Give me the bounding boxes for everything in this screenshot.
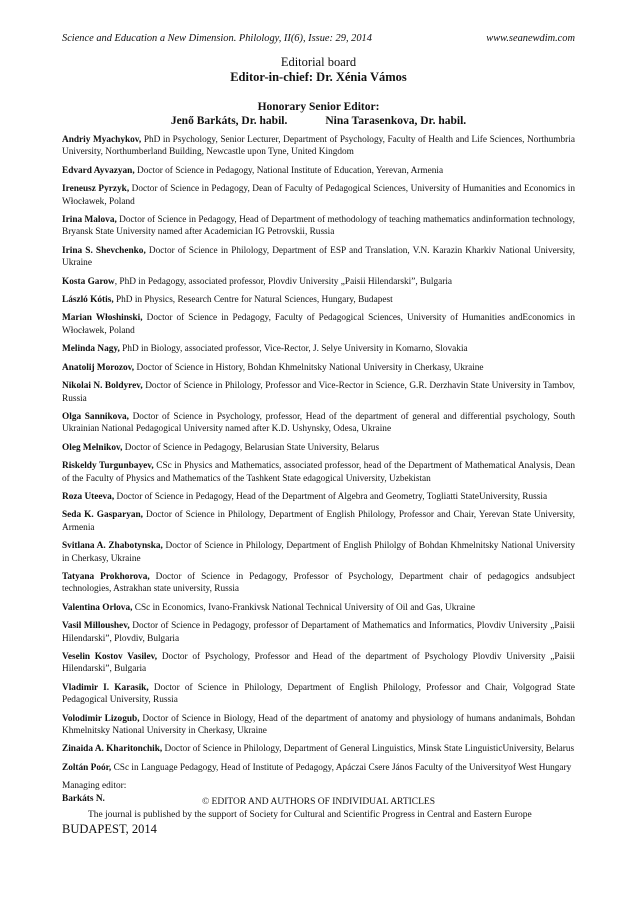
board-member-entry bbox=[62, 134, 575, 159]
member-name: Roza Uteeva, bbox=[62, 491, 115, 502]
managing-editor-name: Barkáts N. bbox=[62, 793, 105, 804]
member-description: Doctor of Science in Psychology, professor, Head of the department of general and differential psychology, South Ukrainian National Pedagogical University named after K.D. Ushynsky, Odesa, Ukraine bbox=[62, 411, 575, 435]
board-member-entry bbox=[62, 245, 575, 270]
member-name: Volodimir Lizogub, bbox=[62, 713, 140, 724]
board-member-entry bbox=[62, 682, 575, 707]
copyright-notice: © EDITOR AND AUTHORS OF INDIVIDUAL ARTICLES bbox=[201, 797, 436, 807]
board-member-entry bbox=[62, 411, 575, 436]
board-member-entry bbox=[62, 762, 575, 774]
member-name: Melinda Nagy, bbox=[62, 344, 120, 355]
member-name: Vasil Milloushev, bbox=[62, 621, 130, 632]
member-description: Doctor of Science in Pedagogy, Dean of Faculty of Pedagogical Sciences, University of Humanities and Economics in Włocławek, Poland bbox=[62, 184, 575, 207]
board-member-entry bbox=[62, 491, 575, 503]
honorary-editor-1: Jenő Barkáts, Dr. habil. bbox=[170, 115, 288, 127]
board-member-entry bbox=[62, 509, 575, 534]
honorary-editor-2: Nina Tarasenkova, Dr. habil. bbox=[325, 115, 467, 127]
board-member-entry bbox=[62, 276, 575, 288]
member-description: Doctor of Science in Pedagogy, professor of Departament of Mathematics and Informatics, Plovdiv University „Paisii Hilendarski”, Plovdiv, Bulgaria bbox=[62, 621, 575, 644]
member-description: PhD in Physics, Research Centre for Natural Sciences, Hungary, Budapest bbox=[113, 295, 393, 306]
board-member-entry bbox=[62, 214, 575, 239]
website-link[interactable]: www.seanewdim.com bbox=[486, 33, 575, 44]
member-description: Doctor of Science in Biology, Head of the department of anatomy and physiology of humans andanimals, Bohdan Khmelnitsky National University in Cherkasy, Ukraine bbox=[62, 713, 575, 737]
member-name: Zoltán Poór, bbox=[62, 762, 112, 773]
member-name: Oleg Melnikov, bbox=[62, 442, 123, 453]
member-name: Irina S. Shevchenko, bbox=[62, 245, 146, 256]
board-member-entry bbox=[62, 602, 575, 614]
member-description: Doctor of Science in Pedagogy, Professor of Psychology, Department chair of pedagogics andsubject technologies, Astrakhan state university, Russia bbox=[62, 571, 575, 595]
member-description: Doctor of Science in History, Bohdan Khmelnitsky National University in Cherkasy, Ukraine bbox=[134, 362, 484, 373]
member-name: Ireneusz Pyrzyk, bbox=[62, 184, 130, 195]
board-member-entry bbox=[62, 651, 575, 676]
honorary-editor-heading: Honorary Senior Editor: bbox=[257, 101, 380, 113]
member-name: Svitlana A. Zhabotynska, bbox=[62, 541, 163, 552]
member-name: Irina Malova, bbox=[62, 215, 117, 226]
member-name: Riskeldy Turgunbayev, bbox=[62, 461, 154, 472]
member-name: Seda K. Gasparyan, bbox=[62, 510, 143, 521]
member-description: CSc in Language Pedagogy, Head of Institute of Pedagogy, Apáczai Csere János Faculty of the Universityof West Hungary bbox=[111, 762, 572, 773]
member-description: Doctor of Science in Philology, Department of ESP and Translation, V.N. Karazin Kharkiv National University, Ukraine bbox=[62, 245, 575, 269]
member-description: Doctor of Science in Pedagogy, Faculty of Pedagogical Sciences, University of Humanities andEconomics in Włocławek, Poland bbox=[62, 313, 576, 336]
board-member-entry bbox=[62, 442, 575, 454]
member-name: Veselin Kostov Vasilev, bbox=[62, 652, 158, 662]
member-name: Nikolai N. Boldyrev, bbox=[62, 381, 143, 392]
member-description: , PhD in Pedagogy, associated professor, Plovdiv University „Paisii Hilendarski”, Bulgaria bbox=[114, 276, 453, 287]
member-name: László Kótis, bbox=[62, 295, 114, 306]
board-member-entry bbox=[62, 312, 575, 337]
publication-place: BUDAPEST, 2014 bbox=[62, 822, 157, 836]
member-name: Kosta Garow bbox=[62, 276, 115, 287]
member-description: PhD in Biology, associated professor, Vice-Rector, J. Selye University in Komarno, Slovakia bbox=[119, 344, 468, 355]
member-name: Anatolij Morozov, bbox=[62, 362, 135, 373]
support-notice: The journal is published by the support of Society for Cultural and Scientific Progress in Central and Eastern Europe bbox=[88, 810, 532, 820]
member-description: Doctor of Science in Pedagogy, Head of Department of methodology of teaching mathematics andinformation technology, Bryansk State University named after Academician IG Petrovskii, Russia bbox=[62, 215, 576, 238]
member-description: Doctor of Science in Pedagogy, National Institute of Education, Yerevan, Armenia bbox=[134, 165, 444, 176]
member-name: Andriy Myachykov, bbox=[62, 135, 142, 145]
board-member-entry bbox=[62, 362, 575, 374]
board-member-entry bbox=[62, 165, 575, 177]
member-description: PhD in Psychology, Senior Lecturer, Department of Psychology, Faculty of Health and Life Sciences, Northumbria University, Northumberland Building, Newcastle upon Tyne, United Kingdom bbox=[62, 135, 575, 158]
member-description: Doctor of Science in Philology, Department of English Philolgy of Bohdan Khmelnitsky National University in Cherkasy, Ukraine bbox=[62, 541, 575, 564]
board-member-entry bbox=[62, 571, 575, 596]
managing-editor-label: Managing editor: bbox=[62, 781, 127, 792]
editor-in-chief: Editor-in-chief: Dr. Xénia Vámos bbox=[230, 70, 407, 84]
member-name: Tatyana Prokhorova, bbox=[62, 571, 150, 582]
member-name: Olga Sannikova, bbox=[62, 411, 129, 422]
member-description: Doctor of Science in Pedagogy, Belarusian State University, Belarus bbox=[122, 442, 380, 453]
member-description: Doctor of Science in Philology, Department of English Philology, Professor and Chair, Yerevan State University, Armenia bbox=[62, 510, 576, 533]
member-description: CSc in Economics, Ivano-Frankivsk National Technical University of Oil and Gas, Ukraine bbox=[132, 602, 475, 613]
member-name: Valentina Orlova, bbox=[62, 602, 133, 613]
board-member-entry bbox=[62, 460, 575, 485]
board-member-entry bbox=[62, 743, 575, 755]
board-member-entry bbox=[62, 713, 575, 738]
member-description: Doctor of Science in Philology, Professor and Vice-Rector in Science, G.R. Derzhavin State University in Tambov, Russia bbox=[62, 381, 575, 404]
board-member-entry bbox=[62, 380, 575, 405]
board-member-entry bbox=[62, 343, 575, 355]
board-member-entry bbox=[62, 183, 575, 208]
running-header bbox=[62, 33, 575, 44]
honorary-editors bbox=[62, 115, 575, 127]
member-description: Doctor of Psychology, Professor and Head of the department of Psychology Plovdiv University „Paisii Hilendarski”, Bulgaria bbox=[62, 652, 575, 675]
board-member-entry bbox=[62, 294, 575, 306]
member-name: Marian Włoshinski, bbox=[62, 313, 143, 324]
member-description: Doctor of Science in Philology, Department of General Linguistics, Minsk State LinguisticUniversity, Belarus bbox=[162, 744, 575, 755]
board-member-entry bbox=[62, 620, 575, 645]
member-description: Doctor of Science in Pedagogy, Head of the Department of Algebra and Geometry, Togliatti StateUniversity, Russia bbox=[114, 491, 548, 502]
board-member-entry bbox=[62, 540, 575, 565]
member-description: Doctor of Science in Philology, Department of English Philology, Professor and Chair, Volgograd State Pedagogical University, Russia bbox=[62, 682, 575, 706]
board-member-list bbox=[62, 134, 575, 805]
member-name: Vladimir I. Karasik, bbox=[62, 682, 149, 693]
member-description: CSc in Physics and Mathematics, associated professor, head of the Department of Mathematical Analysis, Dean of the Faculty of Physics and Mathematics of the Tashkent State edagogical University, Uzbekistan bbox=[62, 461, 575, 484]
editorial-board-heading: Editorial board bbox=[280, 55, 357, 69]
member-name: Zinaida A. Kharitonchik, bbox=[62, 744, 163, 755]
member-name: Edvard Ayvazyan, bbox=[62, 165, 135, 176]
journal-citation: Science and Education a New Dimension. Philology, II(6), Issue: 29, 2014 bbox=[62, 33, 372, 44]
